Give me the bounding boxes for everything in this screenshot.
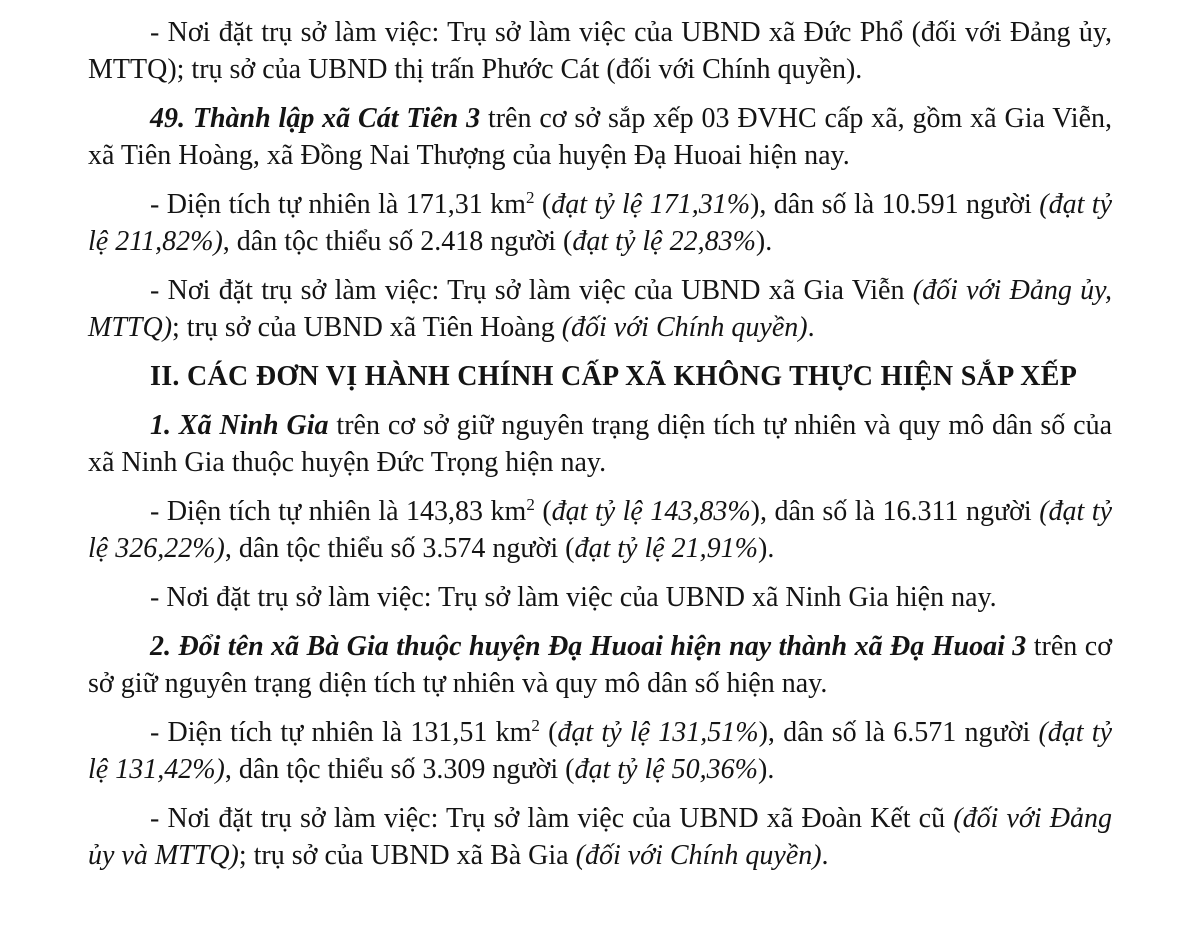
superscript: 2: [525, 188, 535, 207]
text-run: (: [539, 717, 558, 748]
text-run: trên cơ sở giữ nguyên trạng diện tích tự nhiên và quy mô dân số của xã Ninh Gia thuộc huyện Đức Trọng hiện nay.: [88, 410, 1112, 478]
text-run: , dân tộc thiểu số 3.574 người (: [224, 533, 575, 564]
text-run: - Diện tích tự nhiên là 171,31 km: [150, 189, 526, 220]
italic-text: đạt tỷ lệ 171,31%: [551, 189, 751, 220]
italic-text: (đối với Đảng ủy và MTTQ): [88, 803, 1112, 871]
italic-text: (đối với Đảng ủy, MTTQ): [88, 275, 1112, 343]
text-run: - Diện tích tự nhiên là 131,51 km: [150, 717, 532, 748]
text-run: - Nơi đặt trụ sở làm việc: Trụ sở làm việc của UBND xã Ninh Gia hiện nay.: [150, 582, 997, 613]
text-run: trên cơ sở giữ nguyên trạng diện tích tự nhiên và quy mô dân số hiện nay.: [88, 631, 1112, 699]
paragraph-2-ba-gia-rename: [88, 628, 1112, 702]
italic-text: đạt tỷ lệ 21,91%: [574, 533, 758, 564]
paragraph-duc-pho-office: [88, 14, 1112, 88]
text-run: (: [534, 496, 552, 527]
superscript: 2: [531, 716, 540, 735]
italic-text: (đối với Chính quyền): [561, 312, 808, 343]
italic-text: đạt tỷ lệ 50,36%: [574, 754, 758, 785]
paragraph-1-ninh-gia: [88, 407, 1112, 481]
text-run: ).: [758, 533, 775, 564]
item-title: 49. Thành lập xã Cát Tiên 3: [150, 103, 481, 134]
italic-text: (đạt tỷ lệ 326,22%): [88, 496, 1113, 564]
paragraph-49-cat-tien-3: [88, 100, 1112, 174]
text-run: trên cơ sở sắp xếp 03 ĐVHC cấp xã, gồm xã Gia Viễn, xã Tiên Hoàng, xã Đồng Nai Thượng của huyện Đạ Huoai hiện nay.: [88, 103, 1112, 171]
text-run: .: [807, 312, 815, 343]
superscript: 2: [526, 495, 535, 514]
paragraph-ninh-gia-office: [88, 579, 1112, 616]
paragraph-cat-tien-3-office: [88, 272, 1112, 346]
text-run: - Nơi đặt trụ sở làm việc: Trụ sở làm việc của UBND xã Đoàn Kết cũ: [150, 803, 954, 834]
text-run: ; trụ sở của UBND xã Tiên Hoàng: [172, 312, 562, 343]
text-run: ), dân số là 10.591 người: [750, 189, 1040, 220]
paragraph-da-huoai-3-area: [88, 714, 1112, 788]
italic-text: đạt tỷ lệ 143,83%: [551, 496, 751, 527]
text-run: ), dân số là 6.571 người: [758, 717, 1039, 748]
italic-text: (đạt tỷ lệ 131,42%): [88, 717, 1112, 785]
document-body: [88, 14, 1112, 886]
paragraph-da-huoai-3-office: [88, 800, 1112, 874]
text-run: - Diện tích tự nhiên là 143,83 km: [150, 496, 527, 527]
text-run: - Nơi đặt trụ sở làm việc: Trụ sở làm việc của UBND xã Gia Viễn: [150, 275, 913, 306]
text-run: ).: [755, 226, 773, 257]
italic-text: (đối với Chính quyền): [575, 840, 822, 871]
section-heading-ii: [88, 358, 1112, 395]
paragraph-ninh-gia-area: [88, 493, 1112, 567]
italic-text: (đạt tỷ lệ 211,82%): [88, 189, 1113, 257]
text-run: .: [821, 840, 829, 871]
paragraph-cat-tien-3-area: [88, 186, 1112, 260]
item-title: 2. Đổi tên xã Bà Gia thuộc huyện Đạ Huoai hiện nay thành xã Đạ Huoai 3: [150, 631, 1027, 662]
text-run: II. CÁC ĐƠN VỊ HÀNH CHÍNH CẤP XÃ KHÔNG THỰC HIỆN SẮP XẾP: [150, 361, 1078, 392]
text-run: , dân tộc thiểu số 2.418 người (: [222, 226, 573, 257]
italic-text: đạt tỷ lệ 131,51%: [557, 717, 759, 748]
italic-text: đạt tỷ lệ 22,83%: [572, 226, 756, 257]
text-run: , dân tộc thiểu số 3.309 người (: [224, 754, 575, 785]
text-run: ), dân số là 16.311 người: [750, 496, 1040, 527]
item-title: 1. Xã Ninh Gia: [150, 410, 329, 441]
text-run: ; trụ sở của UBND xã Bà Gia: [238, 840, 576, 871]
text-run: (: [534, 189, 552, 220]
text-run: ).: [758, 754, 775, 785]
text-run: - Nơi đặt trụ sở làm việc: Trụ sở làm việc của UBND xã Đức Phổ (đối với Đảng ủy, MTTQ); trụ sở của UBND thị trấn Phước Cát (đối với Chính quyền).: [88, 17, 1112, 85]
